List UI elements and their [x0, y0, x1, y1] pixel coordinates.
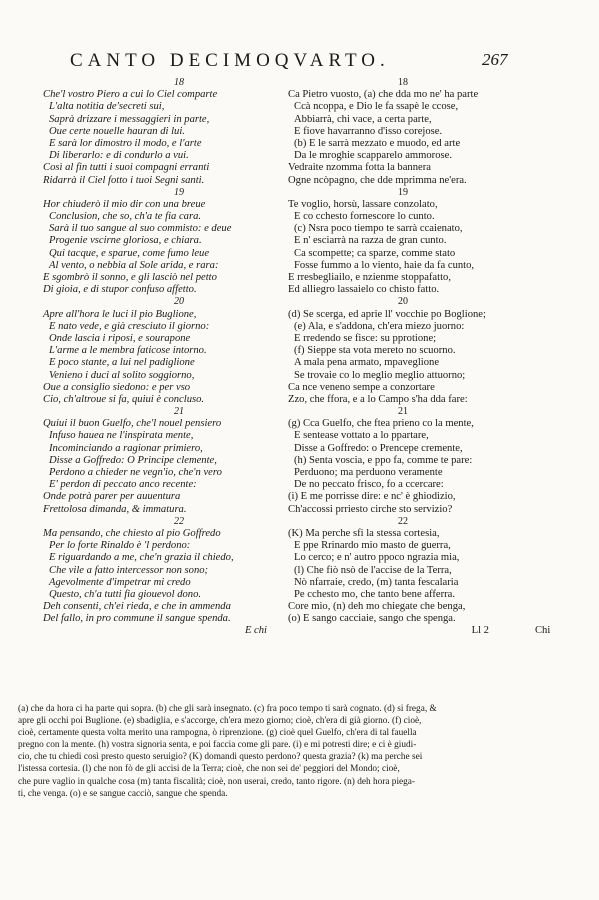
verse-line: Che'l vostro Piero a cui lo Ciel comparte	[43, 89, 218, 101]
stanza-number: 22	[398, 515, 408, 527]
verse-line: Nò nfarraie, credo, (m) tanta fescalaria	[294, 576, 459, 588]
verse-line: Così al fin tutti i suoi compagni erranti	[43, 162, 210, 174]
verse-line: Saprà drizzare i messaggieri in parte,	[49, 113, 210, 125]
note-line: l'istessa cortesia. (l) che non fò de gli accisi de la Terra; cioè, che non sei de' peggiori del Mondo; cioè,	[18, 764, 400, 775]
verse-line: (i) E me porrisse dire: e nc' è ghiodizio,	[288, 491, 456, 503]
verse-line: Disse a Goffredo: o Prencepe cremente,	[294, 442, 463, 454]
verse-line: Quiui il buon Guelfo, che'l nouel pensiero	[43, 418, 222, 430]
stanza-number: 22	[174, 515, 184, 527]
verse-line: A mala pena armato, mpaveglione	[294, 357, 440, 369]
verse-line: E nato vede, e già cresciuto il giorno:	[49, 320, 210, 332]
signature-row	[288, 625, 578, 637]
verse-line: Ed alliegro lassaielo co chisto fatto.	[288, 284, 440, 296]
note-line: apre gli occhi poi Buglione. (e) sbadiglia, e s'accorge, ch'era mezo giorno; cioè, ch'era di già giorno. (f) cioè,	[18, 716, 422, 727]
note-line: cio, che tu chiedi così presto questo seruigio? (K) domandi questo perdono? questa grazia? (k) ma perche sei	[18, 752, 423, 763]
verse-line: Venieno i duci al solito soggiorno,	[49, 369, 195, 381]
verse-line: E riguardando a me, che'n grazia il chiedo,	[49, 552, 234, 564]
verse-line: Infuso hauea ne l'inspirata mente,	[49, 430, 194, 442]
running-title: CANTO DECIMOQVARTO.	[70, 50, 390, 71]
stanza-number: 18	[398, 77, 408, 88]
verse-line: (c) Nsra poco tiempo te sarrà ccaienato,	[294, 223, 463, 235]
verse-line: E sgombrò il sonno, e gli lasciò nel petto	[43, 272, 217, 283]
verse-line: (o) E sango cacciaie, sango che spenga.	[288, 613, 456, 625]
verse-line: L'arme a le membra faticose intorno.	[49, 345, 207, 357]
verse-line: E n' esciarrà na razza de gran cunto.	[294, 235, 447, 247]
note-line: pregno con la mente. (h) vostra signoria senta, e poi faccia come gli pare. (i) e mi potresti dire; e ci è giudi-	[18, 740, 417, 751]
note-line: ti, che venga. (o) e se sangue cacciò, sangue che spenda.	[18, 788, 228, 799]
verse-line: Ca Pietro vuosto, (a) che dda mo ne' ha parte	[288, 89, 479, 101]
verse-line: Di liberarlo: e di condurlo a vui.	[49, 150, 189, 162]
verse-line: (g) Cca Guelfo, che ftea prieno co la mente,	[288, 418, 474, 430]
stanza-number: 19	[174, 186, 184, 198]
verse-line: Qui tacque, e sparue, come fumo leue	[49, 247, 210, 259]
verse-line: Disse a Goffredo: O Principe clemente,	[49, 454, 217, 466]
verse-line: Ccà ncoppa, e Dio le fa ssapè le ccose,	[294, 101, 459, 113]
verse-line: Ca scompette; ca sparze, comme stato	[294, 247, 456, 259]
verse-line: Che vile a fatto intercessor non sono;	[49, 564, 209, 576]
verse-line: (f) Sieppe sta vota mereto no scuorno.	[294, 345, 456, 357]
verse-line: E ppe Rrinardo mio masto de guerra,	[294, 540, 451, 552]
stanza-number: 20	[398, 296, 408, 308]
stanza-number: 21	[398, 406, 408, 418]
verse-line: Di gioia, e di stupor confuso affetto.	[43, 284, 197, 296]
verse-line: Zzo, che ffora, e a lo Campo s'ha dda fare:	[288, 393, 468, 405]
verse-line: Oue certe nouelle hauran di lui.	[49, 125, 185, 137]
verse-line: Frettolosa dimanda, & immatura.	[43, 503, 187, 515]
stanza-number: 18	[174, 77, 184, 88]
verse-line: E sarà lor dimostro il modo, e l'arte	[49, 137, 202, 149]
verse-line: Perdono a chieder ne vegn'io, che'n vero	[49, 467, 222, 478]
verse-line: (l) Che fiò nsò de l'accise de la Terra,	[294, 564, 452, 576]
verse-line: Ma pensando, che chiesto al pio Goffredo	[43, 527, 221, 539]
verse-line: Da le mroghie scapparelo ammorose.	[294, 150, 452, 162]
stanza-number: 20	[174, 296, 184, 308]
verse-line: Onde potrà parer per auuentura	[43, 491, 181, 503]
verse-line: Abbiarrà, chi vace, a certa parte,	[294, 113, 432, 125]
verse-line: Deh consenti, ch'ei rieda, e che in ammenda	[43, 601, 231, 613]
verse-line: Conclusion, che so, ch'a te fia cara.	[49, 211, 202, 223]
verse-line: Sarà il tuo sangue al suo commisto: e deue	[49, 223, 232, 235]
verse-line: E sentease vottato a lo ppartare,	[294, 430, 429, 442]
verse-line: (d) Se scerga, ed aprie ll' vocchie po Boglione;	[288, 308, 486, 320]
verse-line: Progenie vscirne gloriosa, e chiara.	[49, 235, 202, 247]
verse-line: Lo cerco; e n' autro ppoco ngrazia mia,	[294, 552, 460, 564]
verse-line: Per lo forte Rinaldo è 'l perdono:	[49, 540, 191, 552]
note-line: (a) che da hora ci ha parte qui sopra. (b) che gli sarà insegnato. (c) fra poco tempo ti sarà cognato. (d) si frega, &	[18, 704, 437, 714]
verse-line: Onde lascia i riposi, e sourapone	[49, 332, 191, 344]
verse-line: E co cchesto fornescore lo cunto.	[294, 211, 435, 223]
verse-line: Questo, ch'a tutti fia giouevol dono.	[49, 588, 202, 600]
verse-line: Cio, ch'altroue si fa, quiui è concluso.	[43, 393, 205, 405]
verse-line: Agevolmente d'impetrar mi credo	[49, 576, 191, 588]
verse-line: De no peccato frisco, fo a ccercare:	[294, 479, 444, 491]
stanza-number: 19	[398, 186, 408, 198]
verse-line: Hor chiuderò il mio dir con una breue	[43, 198, 206, 210]
verse-line: Ridarrà il Ciel fotto i tuoi Segni santi.	[43, 174, 205, 186]
catchword: E chi	[244, 625, 267, 637]
verse-line: (K) Ma perche sfi la stessa cortesia,	[288, 527, 440, 539]
verse-line: Pe cchesto mo, che tanto bene afferra.	[294, 588, 455, 600]
verse-line: E rredendo se fisce: su pprotione;	[294, 332, 437, 344]
verse-line: Del fallo, in pro commune il sangue spenda.	[43, 613, 231, 625]
verse-line: L'alta notitia de'secreti sui,	[49, 101, 165, 113]
page-number: 267	[482, 50, 508, 69]
verse-line: Oue a consiglio siedono: e per vso	[43, 381, 191, 393]
note-line: cioè, certamente questa volta merito una rampogna, ò riprenzione. (g) cioè quel Guelfo, ch'era di tal fauella	[18, 728, 417, 739]
verse-line: Fosse fummo a lo viento, haie da fa cunto,	[294, 259, 475, 271]
signature-mark: Ll 2	[471, 625, 489, 637]
verse-line: E' perdon di peccato anco recente:	[49, 479, 197, 491]
verse-line: Al vento, o nebbia al Sole arida, e rara:	[49, 259, 219, 271]
verse-line: Perduono; ma perduono veramente	[294, 467, 443, 478]
glossary-notes	[18, 703, 584, 800]
verse-line: (h) Senta voscia, e ppo fa, comme te pare:	[294, 454, 473, 466]
verse-line: (b) E le sarrà mezzato e muodo, ed arte	[294, 137, 461, 149]
verse-line: Apre all'hora le luci il pio Buglione,	[43, 308, 197, 320]
catchword: Chi	[534, 625, 551, 637]
verse-line: (e) Ala, e s'addona, ch'era miezo juorno:	[294, 320, 465, 332]
italian-verse-column	[43, 77, 275, 638]
neapolitan-verse-column	[288, 77, 578, 638]
verse-line: Ch'accossi prriesto cirche sto servizio?	[288, 503, 453, 515]
verse-line: E rresbegliailo, e nzienme stoppafatto,	[288, 272, 451, 283]
verse-line: E fiove havarranno d'isso corejose.	[294, 125, 443, 137]
verse-line: Se trovaie co lo meglio meglio attuorno;	[294, 369, 466, 381]
verse-line: Ogne ncòpagno, che dde mprimma ne'era.	[288, 174, 467, 186]
verse-line: E poco stante, a lui nel padiglione	[49, 357, 195, 369]
verse-line: Core mio, (n) deh mo chiegate che benga,	[288, 601, 466, 613]
verse-line: Te voglio, horsù, lassare conzolato,	[288, 198, 438, 210]
verse-line: Incominciando a ragionar primiero,	[49, 442, 203, 454]
verse-line: Ca nce veneno sempe a conzortare	[288, 381, 435, 393]
stanza-number: 21	[174, 406, 184, 418]
note-line: che pure vaglio in qualche cosa (m) tanta fiscalità; cioè, non userai, credo, tanto rigore. (n) deh hora piega-	[18, 776, 416, 787]
verse-line: Vedraite nzomma fotta la bannera	[288, 162, 431, 174]
